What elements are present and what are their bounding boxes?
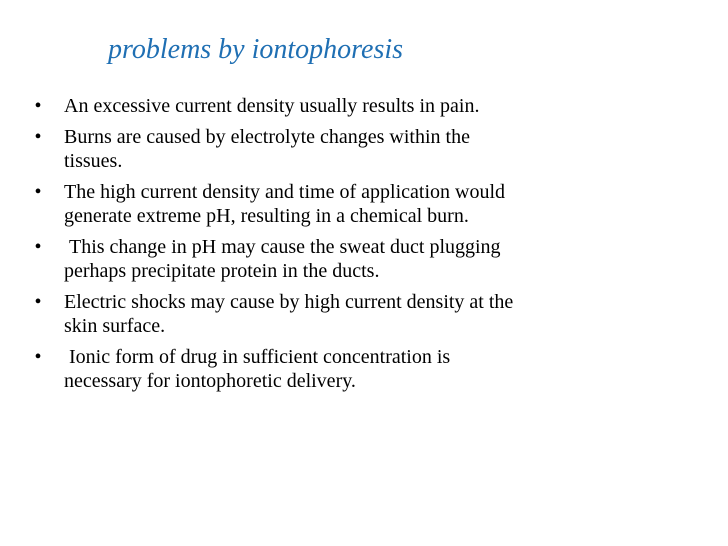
- bullet-glyph: •: [34, 291, 42, 313]
- bullet-item-4: [28, 235, 688, 283]
- bullet-glyph: •: [34, 346, 42, 368]
- bullet-text-4: This change in pH may cause the sweat duct plugging perhaps precipitate protein in the ducts.: [64, 236, 501, 282]
- bullet-glyph: •: [34, 236, 42, 258]
- bullet-text-2: Burns are caused by electrolyte changes within the tissues.: [64, 126, 470, 172]
- bullet-glyph: •: [34, 95, 42, 117]
- bullet-item-2: [28, 125, 688, 173]
- bullet-text-6: Ionic form of drug in sufficient concentration is necessary for iontophoretic delivery.: [64, 346, 451, 392]
- bullet-item-5: [28, 290, 688, 338]
- bullet-item-3: [28, 180, 688, 228]
- bullet-glyph: •: [34, 181, 42, 203]
- bullet-item-1: [28, 94, 688, 118]
- bullet-list: [28, 94, 688, 400]
- bullet-text-3: The high current density and time of application would generate extreme pH, resulting in a chemical burn.: [64, 181, 505, 227]
- slide-title: problems by iontophoresis: [108, 34, 404, 65]
- bullet-item-6: [28, 345, 688, 393]
- bullet-glyph: •: [34, 126, 42, 148]
- bullet-text-1: An excessive current density usually results in pain.: [64, 95, 480, 117]
- bullet-text-5: Electric shocks may cause by high current density at the skin surface.: [64, 291, 514, 337]
